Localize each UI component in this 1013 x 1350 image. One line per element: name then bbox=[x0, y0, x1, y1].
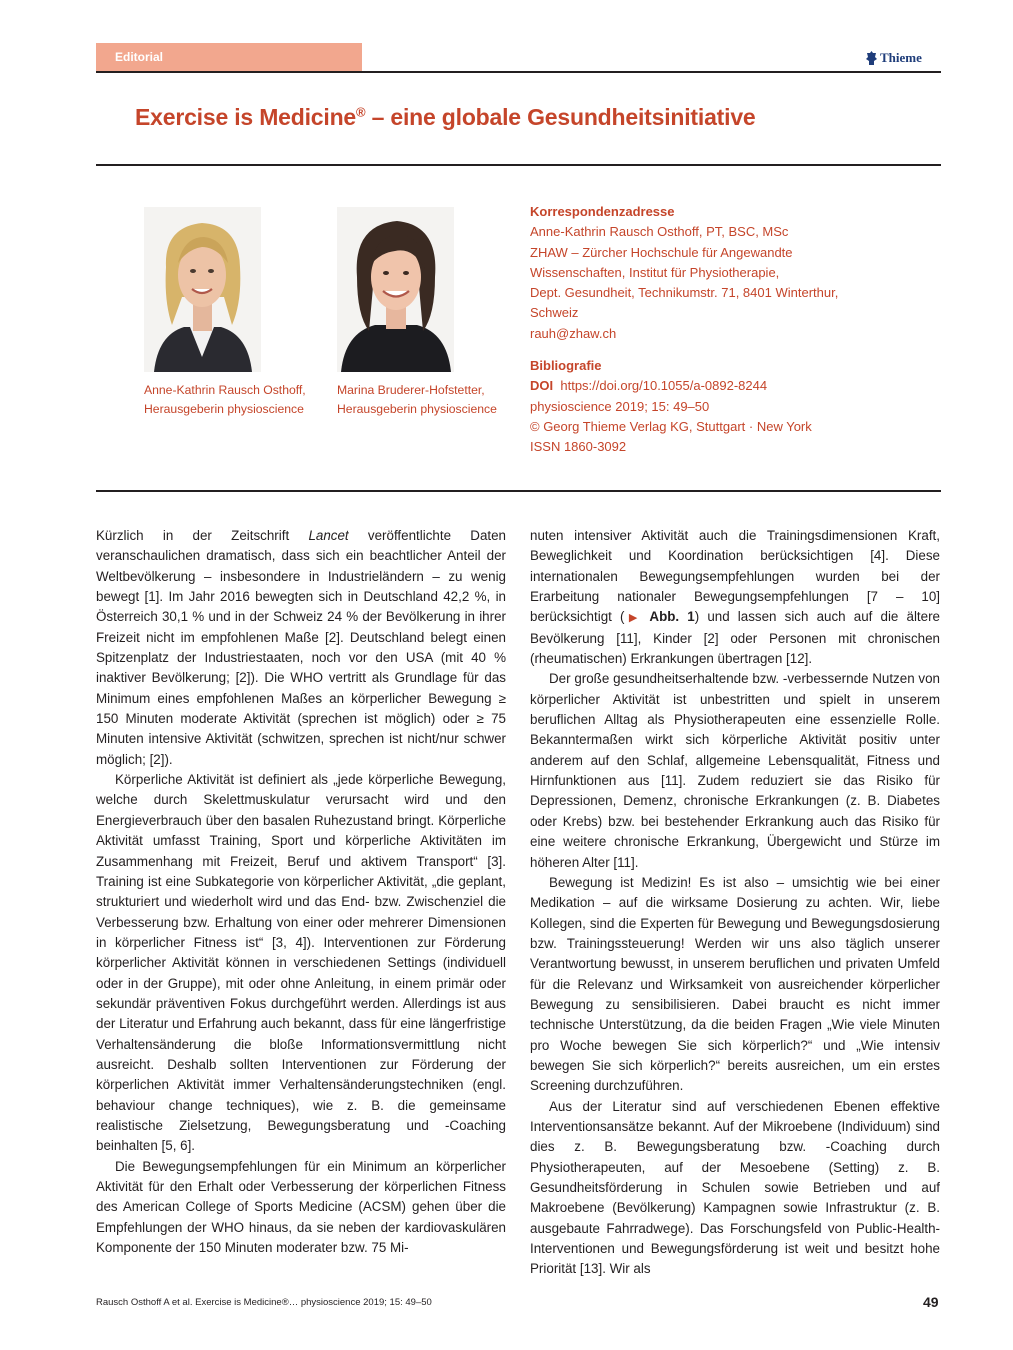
text-run: ) und lassen sich auch auf die ältere Bevölkerung [11], Kinder [2] oder Personen mit chronischen (rheumatischen) Erkrankungen übertragen [12]. bbox=[530, 609, 941, 667]
author-photo-bruderer-hofstetter bbox=[337, 207, 454, 372]
article-info-box bbox=[530, 202, 930, 458]
paragraph bbox=[530, 526, 940, 669]
copyright-line: © Georg Thieme Verlag KG, Stuttgart · New York bbox=[530, 418, 812, 434]
author-caption bbox=[337, 381, 497, 419]
publisher-name: Thieme bbox=[880, 50, 922, 65]
correspondence-line: Wissenschaften, Institut für Physiotherapie, bbox=[530, 264, 780, 280]
thieme-logo-icon bbox=[866, 51, 877, 65]
doi-label: DOI bbox=[530, 378, 554, 394]
doi-line bbox=[530, 376, 930, 396]
paragraph: Der große gesundheitserhaltende bzw. -verbessernde Nutzen von körperlicher Aktivität ist unbestritten und spielt in unserem beruflichen Alltag als Physiotherapeuten eine essenzielle Rolle. Bekanntermaßen wirkt sich körperliche Aktivität positiv unter anderem auf den Schlaf, allgemeine Lebensqualität, Fitness und Hirnfunktionen aus [11]. Zudem reduziert sie das Risiko für Depressionen, Demenz, chronische Erkrankungen (z. B. Diabetes oder Krebs) bzw. bei bestehender Erkrankung auch das Risiko für eine weitere chronische Erkrankung, Übergewicht und Stürze im höheren Alter [11]. bbox=[530, 671, 940, 870]
footer-citation: Rausch Osthoff A et al. Exercise is Medicine®… physioscience 2019; 15: 49–50 bbox=[96, 1297, 432, 1308]
title-main: Exercise is Medicine bbox=[135, 104, 357, 130]
title-rule bbox=[96, 164, 941, 166]
journal-citation: physioscience 2019; 15: 49–50 bbox=[530, 398, 710, 414]
correspondence-line: Schweiz bbox=[530, 305, 579, 321]
paragraph: Aus der Literatur sind auf verschiedenen Ebenen effektive Interventionsansätze bekannt. Auf der Mikroebene (Individuum) sind dies z. B. Bewegungsberatung bzw. -Coaching durch Physiotherapeuten, auf der Mesoebene (Setting) z. B. Gesundheitsförderung in Schulen sowie Betrieben und auf Makroebene (Bevölkerung) Kampagnen sowie Infrastruktur (z. B. ausgebaute Fahrradwege). Das Forschungsfeld von Public-Health-Interventionen und Bewegungsförderung ist weit und besitzt hohe Priorität [13]. Wir als bbox=[530, 1098, 940, 1277]
text-run: veröffentlichte Daten veranschaulichen dramatisch, dass sich ein beachtlicher Anteil der Weltbevölkerung – insbesondere in Industrieländern – zu wenig bewegt [1]. Im Jahr 2016 bewegten sich in Deutschland 42,2 %, in Österreich 30,1 % und in der Schweiz 24 % der Bevölkerung in ihrer Freizeit nicht im empfohlenen Maße [2]. Deutschland belegt einen Spitzenplatz der Industriestaaten, noch vor den USA (mit 40 % inaktiver Bevölkerung; [2]). Die WHO vertritt als Grundlage für das Minimum eines empfohlenen Maßes an körperlicher Bewegung ≥ 150 Minuten moderate Aktivität (sprechen ist möglich) oder ≥ 75 Minuten intensive Aktivität (schwitzen, sprechen ist nicht/nur schwer möglich; [2]). bbox=[96, 528, 507, 767]
author-name: Marina Bruderer-Hofstetter, bbox=[337, 383, 485, 397]
correspondence-line: Anne-Kathrin Rausch Osthoff, PT, BSC, MSc bbox=[530, 224, 789, 240]
paragraph: Bewegung ist Medizin! Es ist also – umsichtig wie bei einer Medikation – auf die wirksame Dosierung zu achten. Wir, liebe Kollegen, sind die Experten für Bewegung und Bewegungsdosierung bzw. Trainingssteuerung! Werden wir uns also täglich unserer Verantwortung bewusst, in unserem beruflichen und privaten Umfeld für die Relevanz und Wirksamkeit von ausreichender körperlicher Bewegung zu sensibilisieren. Dabei braucht es nicht immer technische Unterstützung, da die beiden Fragen „Wie viele Minuten pro Woche bewegen Sie sich körperlich?“ und „Wie intensiv bewegen Sie sich körperlich?“ bereits ausreichen, um ein erstes Screening durchzuführen. bbox=[530, 874, 940, 1094]
doi-link[interactable]: https://doi.org/10.1055/a-0892-8244 bbox=[560, 378, 768, 394]
issn-line: ISSN 1860-3092 bbox=[530, 439, 627, 455]
paragraph bbox=[96, 526, 506, 770]
author-caption bbox=[144, 381, 306, 419]
body-column-right bbox=[530, 526, 940, 1280]
header-rule bbox=[96, 71, 941, 73]
body-column-left bbox=[96, 526, 506, 1258]
info-rule bbox=[96, 490, 941, 492]
section-label: Editorial bbox=[96, 43, 362, 71]
text-run: Kürzlich in der Zeitschrift bbox=[96, 528, 309, 543]
figure-reference-link[interactable]: Abb. 1 bbox=[641, 609, 695, 625]
author-role: Herausgeberin physioscience bbox=[337, 402, 497, 416]
text-run: nuten intensiver Aktivität auch die Trainingsdimensionen Kraft, Beweglichkeit und Koordination berücksichtigen [4]. Diese internationalen Bewegungsempfehlungen wurden bei der Erarbeitung nationaler Bewegungsempfehlungen [7 – 10] berücksichtigt ( bbox=[530, 528, 940, 625]
correspondence-line: Dept. Gesundheit, Technikumstr. 71, 8401 Winterthur, bbox=[530, 285, 839, 301]
paragraph: Die Bewegungsempfehlungen für ein Minimum an körperlicher Aktivität für den Erhalt oder Verbesserung der körperlichen Fitness des American College of Sports Medicine (ACSM) gehen über die Empfehlungen der WHO hinaus, da sie neben der kardiovaskulären Komponente der 150 Minuten moderater bzw. 75 Mi- bbox=[96, 1158, 506, 1256]
article-title bbox=[135, 104, 935, 131]
author-role: Herausgeberin physioscience bbox=[144, 402, 304, 416]
author-name: Anne-Kathrin Rausch Osthoff, bbox=[144, 383, 306, 397]
correspondence-heading: Korrespondenzadresse bbox=[530, 204, 675, 219]
page-number: 49 bbox=[923, 1294, 939, 1310]
journal-name: Lancet bbox=[308, 528, 349, 543]
title-registered-mark: ® bbox=[356, 104, 366, 120]
correspondence-line: ZHAW – Zürcher Hochschule für Angewandte bbox=[530, 244, 793, 260]
correspondence-email-link[interactable]: rauh@zhaw.ch bbox=[530, 325, 617, 341]
paragraph: Körperliche Aktivität ist definiert als „jede körperliche Bewegung, welche durch Skelettmuskulatur verursacht wird und den Energieverbrauch über den basalen Ruhezustand bringt. Körperliche Aktivität umfasst Training, Sport und körperliche Aktivitäten im Zusammenhang mit Freizeit, Beruf und aktivem Transport“ [3]. Training ist eine Subkategorie von körperlicher Aktivität, „die geplant, strukturiert und wiederholt wird und das End- bzw. Zwischenziel die Verbesserung bzw. Erhaltung von einer oder mehrerer Dimensionen in körperlicher Fitness ist“ [3, 4]). Interventionen zur Förderung körperlicher Aktivität können in verschiedenen Settings (individuell oder in der Gruppe), mit oder ohne Anleitung, in einem primär oder sekundär präventiven Fokus durchgeführt werden. Allerdings ist aus der Literatur und Erfahrung auch bekannt, dass für eine längerfristige Verhaltensänderung die bloße Informationsvermittlung nicht ausreicht. Deshalb sollten Interventionen zur Förderung der körperlichen Aktivität immer Verhaltensänderungstechniken (engl. behaviour change techniques), wie z. B. die gemeinsame realistische Zielsetzung, Bewegungsberatung und -Coaching beinhalten [5, 6]. bbox=[96, 772, 506, 1154]
bibliography-heading: Bibliografie bbox=[530, 358, 602, 374]
publisher-logo bbox=[866, 49, 922, 67]
title-rest: – eine globale Gesundheitsinitiative bbox=[365, 104, 756, 130]
author-photo-rausch-osthoff bbox=[144, 207, 261, 372]
figure-ref-arrow-icon: ▶ bbox=[624, 612, 642, 625]
